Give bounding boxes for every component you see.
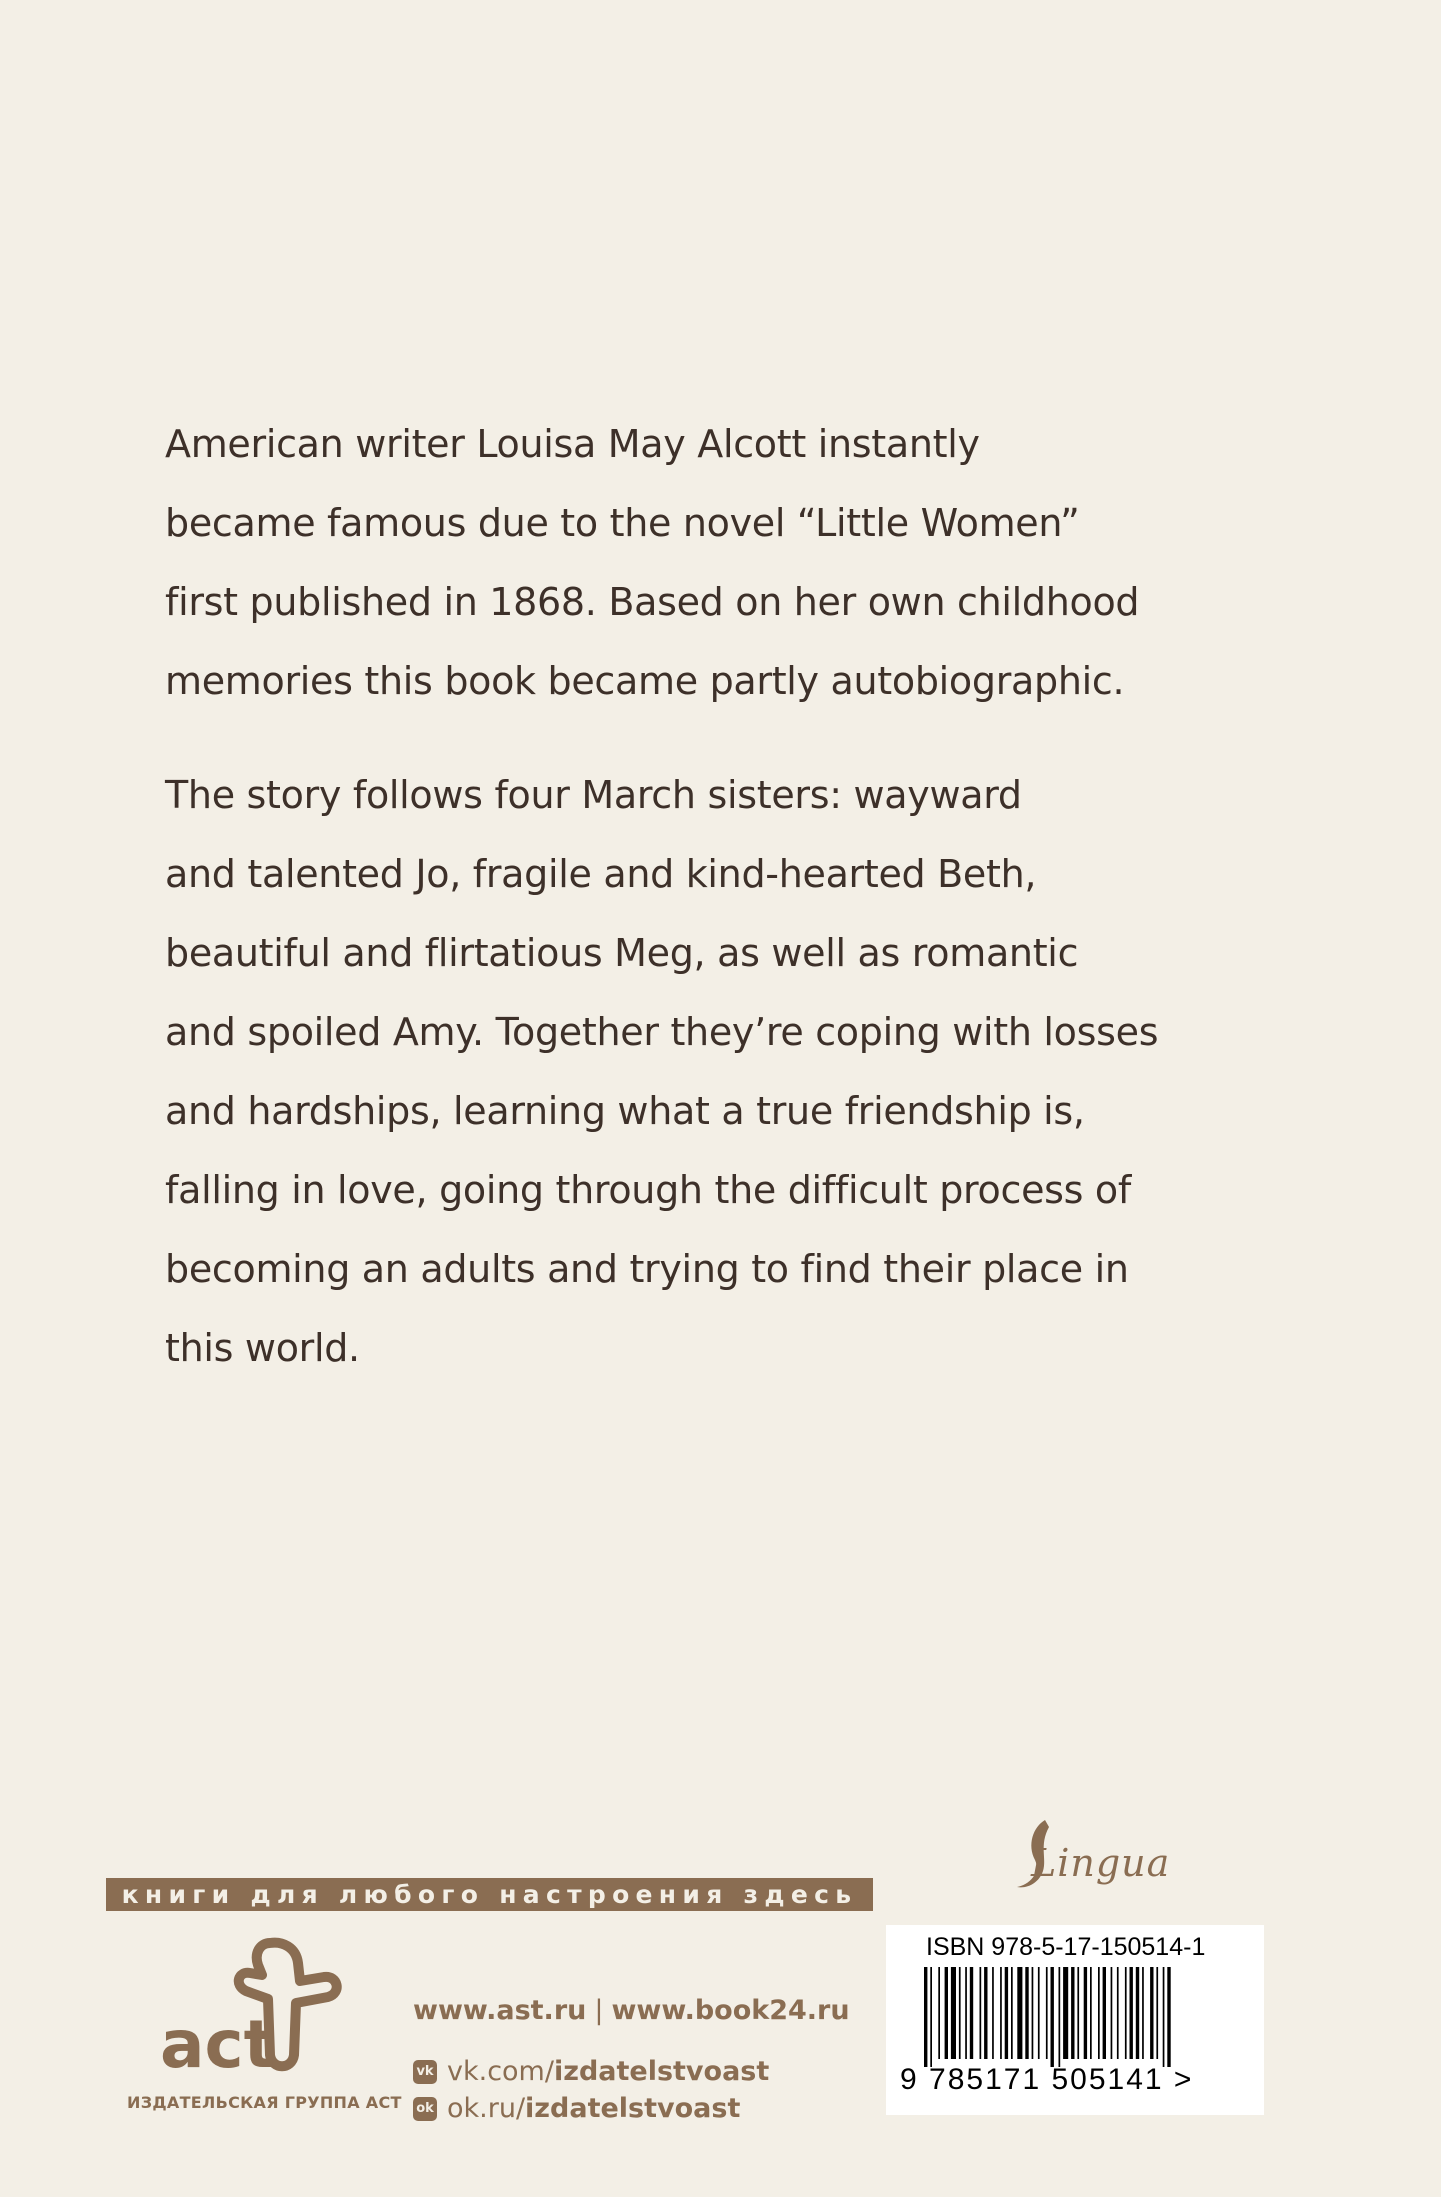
barcode-bar <box>1046 1967 1048 2059</box>
barcode-bar <box>1059 1967 1061 2067</box>
barcode-bar <box>1103 1967 1106 2059</box>
barcode-bar <box>924 1967 927 2067</box>
text-line: beautiful and flirtatious Meg, as well as romantic <box>165 931 1079 975</box>
barcode-bar <box>1125 1967 1127 2059</box>
lingua-logo-text: Lingua <box>1031 1841 1171 1885</box>
text-line: falling in love, going through the difficult process of <box>165 1168 1131 1212</box>
barcode-bar <box>1011 1967 1013 2059</box>
barcode-bar <box>1084 1967 1087 2059</box>
book24-website-link[interactable]: www.book24.ru <box>611 1995 850 2026</box>
link-separator: | <box>594 1995 604 2026</box>
ast-website-link[interactable]: www.ast.ru <box>413 1995 587 2026</box>
barcode-bar <box>938 1967 940 2059</box>
barcode-bar <box>1077 1967 1079 2059</box>
barcode-bar <box>1063 1967 1068 2059</box>
barcode-bar <box>1117 1967 1119 2059</box>
barcode-bar <box>1005 1967 1008 2059</box>
isbn-label: ISBN 978-5-17-150514-1 <box>926 1933 1206 1961</box>
barcode-bar <box>984 1967 987 2059</box>
barcode-bar <box>1156 1967 1158 2059</box>
text-line: this world. <box>165 1326 360 1370</box>
barcode-bar <box>1163 1967 1165 2067</box>
text-line: and spoiled Amy. Together they’re coping with losses <box>165 1010 1159 1054</box>
barcode-bar <box>1032 1967 1034 2059</box>
annotation-paragraph-2 <box>165 756 1245 1388</box>
barcode-bar <box>1167 1967 1170 2067</box>
website-links <box>413 1995 850 2026</box>
barcode-bar <box>945 1967 948 2059</box>
barcode-icon <box>924 1967 1224 2067</box>
vk-link[interactable] <box>413 2056 850 2087</box>
barcode-bar <box>1111 1967 1113 2059</box>
barcode-bar <box>1051 1967 1054 2067</box>
text-line: American writer Louisa May Alcott instantly <box>165 422 980 466</box>
ast-logo-icon <box>150 1935 360 2085</box>
barcode-digits: 9 785171 505141 > <box>900 2063 1194 2096</box>
ok-link[interactable] <box>413 2093 850 2124</box>
barcode-bar <box>965 1967 967 2059</box>
barcode-bar <box>1142 1967 1144 2059</box>
lingua-imprint-logo <box>1005 1815 1171 1900</box>
isbn-barcode-block <box>886 1925 1264 2115</box>
barcode-bar <box>1025 1967 1028 2059</box>
barcode-bar <box>951 1967 956 2059</box>
text-line: and hardships, learning what a true friendship is, <box>165 1089 1085 1133</box>
annotation-text <box>165 405 1245 1388</box>
barcode-bar <box>959 1967 961 2059</box>
barcode-bar <box>930 1967 932 2067</box>
ok-link-prefix: ok.ru/ <box>447 2093 526 2124</box>
barcode-bar <box>970 1967 973 2059</box>
barcode-bar <box>1130 1967 1133 2059</box>
publisher-slogan: книги для любого настроения здесь <box>106 1878 873 1911</box>
barcode-bar <box>1071 1967 1074 2059</box>
ast-logo-caption: ИЗДАТЕЛЬСКАЯ ГРУППА АСТ <box>127 2093 402 2112</box>
ok-icon: ok <box>413 2097 437 2121</box>
barcode-bar <box>1038 1967 1040 2059</box>
ok-link-handle: izdatelstvoast <box>525 2093 741 2124</box>
barcode-bar <box>1090 1967 1092 2059</box>
barcode-bar <box>1136 1967 1139 2059</box>
barcode-bar <box>1000 1967 1002 2059</box>
text-line: and talented Jo, fragile and kind-hearted Beth, <box>165 852 1037 896</box>
text-line: becoming an adults and trying to find their place in <box>165 1247 1129 1291</box>
barcode-bar <box>1098 1967 1100 2059</box>
ast-logo <box>150 1935 360 2085</box>
vk-link-handle: izdatelstvoast <box>553 2056 770 2087</box>
text-line: memories this book became partly autobiographic. <box>165 659 1125 703</box>
barcode-bar <box>992 1967 994 2059</box>
annotation-paragraph-1 <box>165 405 1245 721</box>
text-line: The story follows four March sisters: wayward <box>165 773 1022 817</box>
text-line: became famous due to the novel “Little Women” <box>165 501 1080 545</box>
barcode-bar <box>1017 1967 1022 2059</box>
barcode-bar <box>1150 1967 1153 2059</box>
vk-link-prefix: vk.com/ <box>447 2056 554 2087</box>
text-line: first published in 1868. Based on her own childhood <box>165 580 1140 624</box>
publisher-links <box>413 1995 850 2130</box>
ast-logo-text: act <box>160 2006 276 2083</box>
vk-icon: vk <box>413 2060 437 2084</box>
barcode-bar <box>980 1967 982 2059</box>
